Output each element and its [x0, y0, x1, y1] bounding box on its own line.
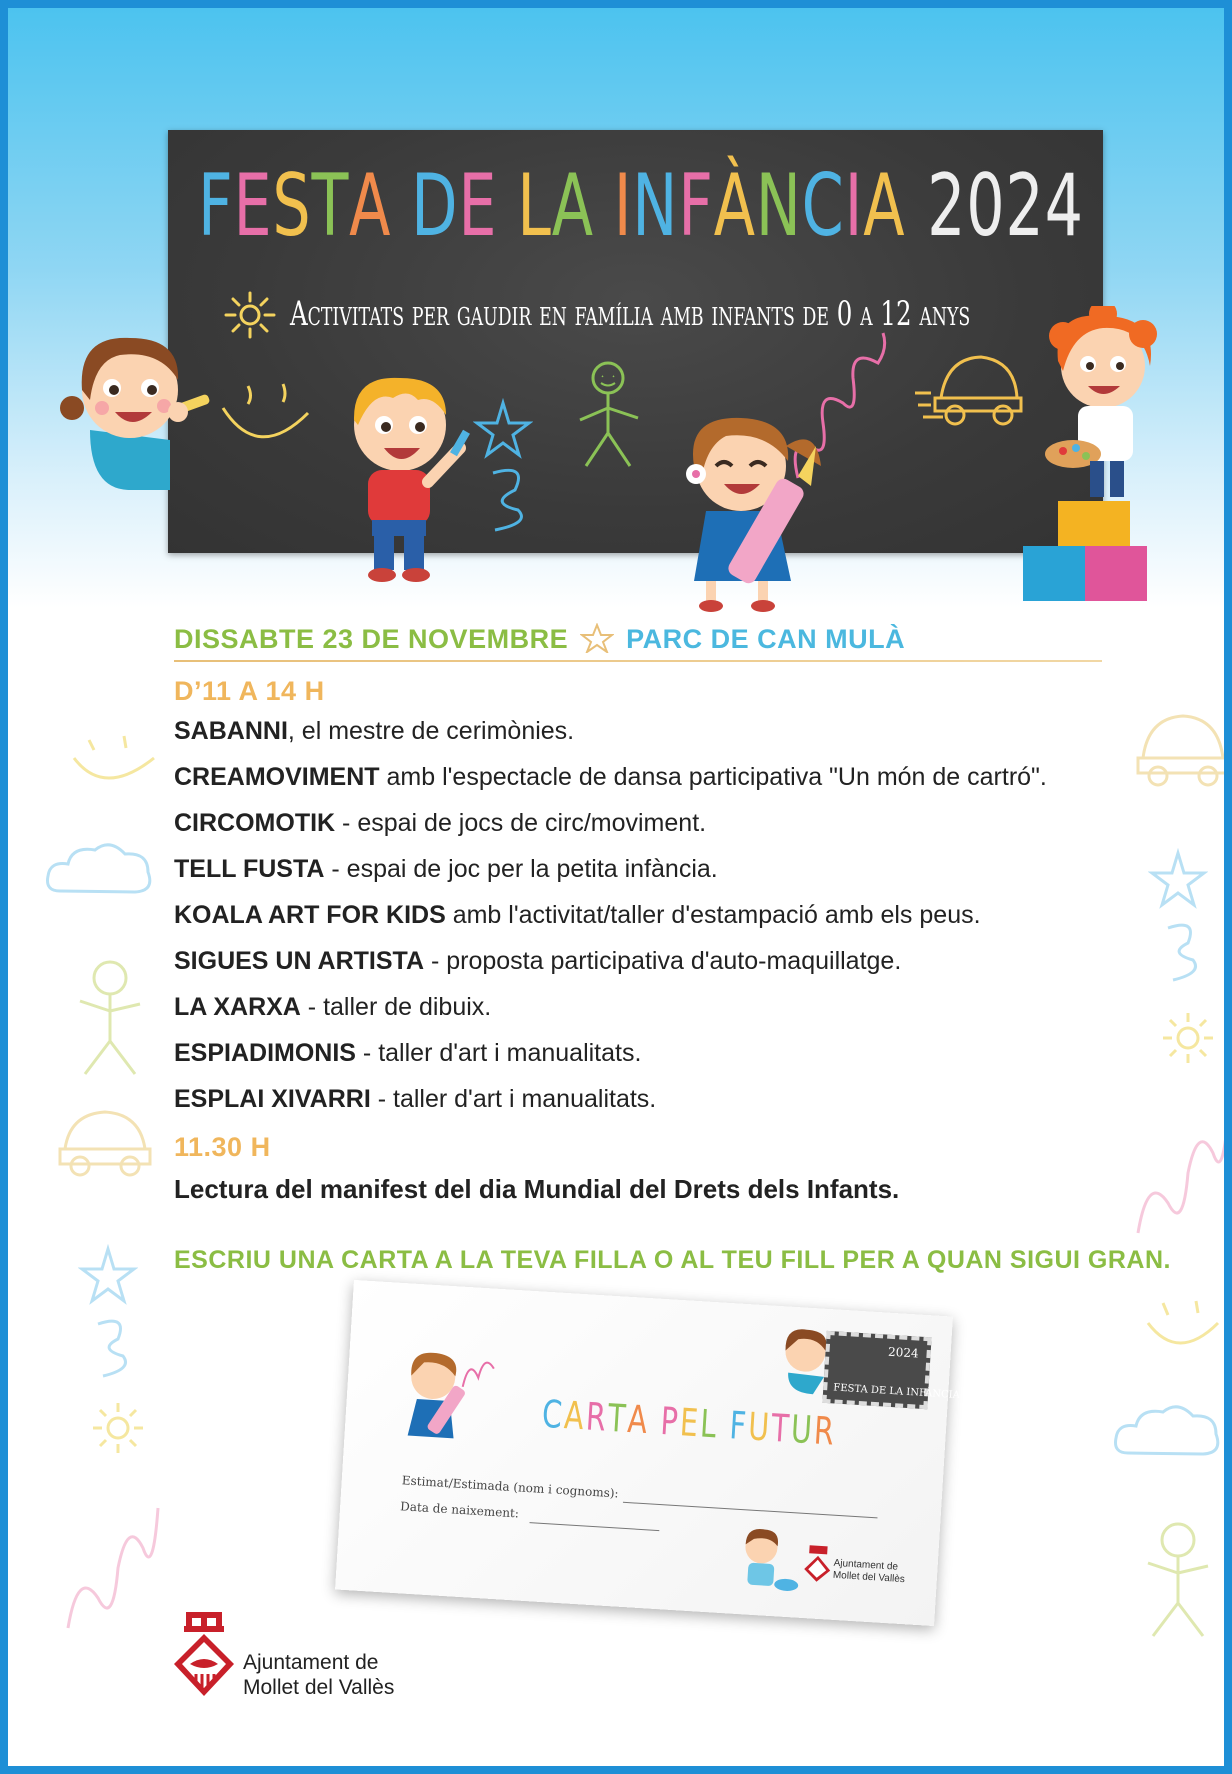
title-letter: A: [551, 156, 594, 256]
card-logo-line1: Ajuntament de: [833, 1557, 899, 1573]
card-field-name-label: Estimat/Estimada (nom i cognoms):: [401, 1473, 619, 1501]
activity-name: SABANNI: [174, 717, 288, 745]
star-separator-icon: [580, 623, 614, 653]
activity-name: ESPIADIMONIS: [174, 1039, 356, 1067]
letter-call-to-action: ESCRIU UNA CARTA A LA TEVA FILLA O AL TEU FILL PER A QUAN SIGUI GRAN.: [174, 1246, 1171, 1274]
title-letter: L: [517, 156, 552, 256]
doodle-star-left-icon: [78, 1244, 138, 1384]
card-girl-illustration: [389, 1343, 506, 1460]
time-range: D’11 A 14 H: [174, 676, 325, 706]
activity-item: [174, 989, 1134, 1035]
title-letter: T: [311, 156, 350, 256]
event-place: PARC DE CAN MULÀ: [626, 624, 906, 654]
card-title-letter: E: [678, 1400, 702, 1446]
footer-logo-line2: Mollet del Vallès: [243, 1676, 395, 1699]
chalk-car-icon: [913, 343, 1033, 438]
activity-description: - espai de jocs de circ/moviment.: [335, 809, 707, 837]
event-date-place: [174, 623, 905, 655]
doodle-star-right-icon: [1148, 848, 1208, 998]
doodle-cloud-left-icon: [40, 836, 160, 906]
letter-card: [335, 1280, 961, 1626]
title-letter: I: [613, 156, 633, 256]
coat-of-arms-logo-icon: [172, 1610, 236, 1700]
activity-description: - proposta participativa d'auto-maquillatge.: [424, 947, 902, 975]
activity-item: [174, 759, 1134, 805]
doodle-smile-right-icon: [1138, 1293, 1228, 1363]
card-field-birth-line: [530, 1522, 660, 1531]
card-title: [541, 1392, 838, 1454]
chalk-star-icon: [473, 398, 533, 538]
doodle-cloud-right-icon: [1108, 1398, 1228, 1468]
activity-description: - espai de joc per la petita infància.: [324, 855, 718, 883]
card-title-letter: A: [562, 1393, 588, 1439]
title-letters: [198, 156, 905, 256]
activity-list: [174, 713, 1134, 1127]
boy-painter-illustration: [1018, 306, 1168, 611]
card-field-name-line: [623, 1502, 878, 1519]
doodle-squiggle-left-icon: [58, 1488, 168, 1638]
card-field-birth-label: Data de naixement:: [399, 1499, 520, 1521]
card-logo-text: [832, 1558, 905, 1586]
poster-title: [198, 156, 1084, 256]
footer-logo-text: [243, 1650, 394, 1700]
card-logo-line2: Mollet del Vallès: [832, 1569, 906, 1586]
activity-item: [174, 851, 1134, 897]
stamp-year: 2024: [887, 1344, 920, 1361]
poster-subtitle: Activitats per gaudir en família amb infants de 0 a 12 anys: [290, 294, 971, 334]
activity-item: [174, 713, 1134, 759]
title-letter: E: [233, 156, 273, 256]
activity-item: [174, 1081, 1134, 1127]
card-title-letter: T: [770, 1405, 793, 1451]
activity-name: CIRCOMOTIK: [174, 809, 336, 837]
title-letter: [391, 156, 411, 256]
activity-name: SIGUES UN ARTISTA: [174, 947, 425, 975]
activity-name: KOALA ART FOR KIDS: [174, 901, 446, 929]
card-title-letter: C: [540, 1391, 566, 1438]
footer-logo-line1: Ajuntament de: [243, 1651, 379, 1674]
title-letter: A: [863, 156, 906, 256]
chalk-smile-icon: [213, 378, 323, 458]
doodle-smile-left-icon: [64, 728, 164, 798]
card-title-letter: T: [606, 1395, 630, 1441]
card-title-letter: A: [626, 1396, 651, 1443]
card-coat-of-arms-icon: [801, 1543, 833, 1585]
title-year: 2024: [927, 156, 1084, 256]
doodle-stickman-right-icon: [1138, 1518, 1218, 1648]
title-letter: A: [349, 156, 392, 256]
title-letter: [594, 156, 614, 256]
boy-drawing-illustration: [338, 370, 478, 585]
activity-description: amb l'espectacle de dansa participativa "Un món de cartró".: [379, 763, 1047, 791]
title-letter: F: [198, 156, 234, 256]
doodle-stickman-left-icon: [70, 956, 150, 1086]
title-letter: À: [713, 156, 756, 256]
girl-with-pencil-illustration: [666, 406, 836, 616]
title-letter: N: [632, 156, 679, 256]
activity-item: [174, 897, 1134, 943]
card-title-letter: L: [698, 1401, 720, 1447]
activity-description: - taller d'art i manualitats.: [370, 1085, 657, 1113]
title-letter: I: [844, 156, 864, 256]
activity-description: , el mestre de cerimònies.: [287, 717, 575, 745]
chalk-stickman-icon: [568, 358, 648, 478]
activity-name: CREAMOVIMENT: [174, 763, 380, 791]
stamp-title: FESTA DE LA INFÀNCIA: [832, 1382, 961, 1402]
doodle-car-right-icon: [1118, 698, 1232, 798]
card-title-letter: R: [812, 1408, 838, 1454]
title-letter: C: [801, 156, 845, 256]
activity-description: - taller d'art i manualitats.: [355, 1039, 642, 1067]
card-title-letter: P: [659, 1399, 682, 1445]
card-boy-painter-illustration: [731, 1524, 805, 1598]
activity-name: LA XARXA: [174, 993, 301, 1021]
title-letter: N: [755, 156, 802, 256]
title-letter: F: [678, 156, 714, 256]
card-stamp: [822, 1331, 961, 1409]
activity-item: [174, 943, 1134, 989]
doodle-squiggle-right-icon: [1128, 1093, 1232, 1243]
activity-name: ESPLAI XIVARRI: [174, 1085, 371, 1113]
activity-item: [174, 805, 1134, 851]
title-letter: [497, 156, 517, 256]
event-date: DISSABTE 23 DE NOVEMBRE: [174, 624, 569, 654]
section-divider: [174, 660, 1102, 662]
doodle-sun-right-icon: [1158, 1008, 1218, 1068]
card-title-letter: U: [789, 1406, 816, 1453]
title-letter: S: [272, 156, 312, 256]
title-letter: E: [458, 156, 498, 256]
card-title-letter: R: [584, 1394, 610, 1440]
girl-drawing-left-illustration: [60, 320, 210, 490]
doodle-car-left-icon: [50, 1094, 160, 1184]
activity-description: - taller de dibuix.: [300, 993, 492, 1021]
activity-description: amb l'activitat/taller d'estampació amb els peus.: [445, 901, 981, 929]
manifest-text: Lectura del manifest del dia Mundial del Drets dels Infants.: [174, 1174, 900, 1204]
activity-item: [174, 1035, 1134, 1081]
sun-icon: [222, 290, 278, 340]
title-letter: D: [411, 156, 459, 256]
activity-name: TELL FUSTA: [174, 855, 325, 883]
card-title-letter: U: [746, 1404, 773, 1450]
manifest-time: 11.30 H: [174, 1132, 271, 1162]
card-title-letter: F: [728, 1403, 750, 1449]
doodle-sun-left-icon: [88, 1398, 148, 1458]
